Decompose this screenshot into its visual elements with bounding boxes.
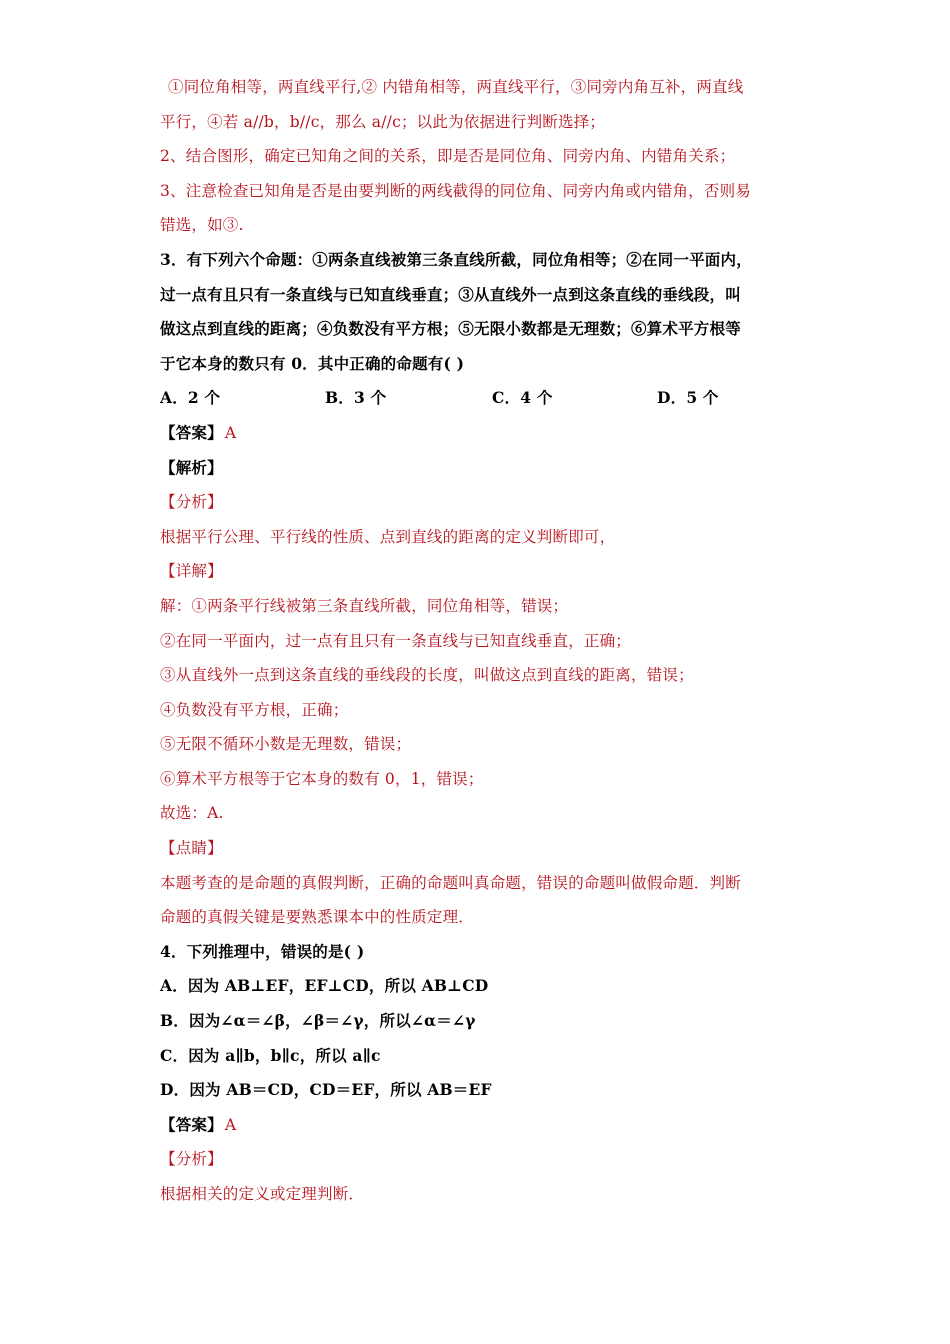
method-line: 平行，④若 a//b，b//c，那么 a//c；以此为依据进行判断选择； [160, 112, 606, 131]
fenxi-tag: 【分析】 [160, 1150, 223, 1169]
xiangjie-line: ④负数没有平方根，正确； [160, 700, 349, 719]
question-options [160, 381, 800, 416]
xiangjie-line: 故选：A. [160, 804, 224, 823]
option-a: A．2 个 [160, 388, 221, 408]
answer-tag: 【答案】 [160, 422, 223, 442]
fenxi-text: 根据相关的定义或定理判断． [160, 1185, 365, 1203]
option-d: D．因为 AB＝CD，CD＝EF，所以 AB＝EF [160, 1080, 492, 1100]
question-stem-line: 于它本身的数只有 0．其中正确的命题有( ) [160, 353, 465, 373]
xiangjie-line: ②在同一平面内，过一点有且只有一条直线与已知直线垂直，正确； [160, 631, 632, 650]
answer-row [160, 416, 800, 451]
answer-value: A [224, 423, 237, 442]
option-b: B．3 个 [325, 388, 387, 408]
question-3 [160, 243, 800, 935]
fenxi-tag: 【分析】 [160, 493, 223, 512]
question-stem-line: 4．下列推理中，错误的是( ) [160, 941, 365, 961]
option-c: C．4 个 [492, 388, 553, 408]
xiangjie-line: ⑤无限不循环小数是无理数，错误； [160, 735, 412, 754]
method-notes [160, 70, 800, 243]
option-d: D．5 个 [657, 388, 719, 408]
method-line: 2、结合图形，确定已知角之间的关系，即是否是同位角、同旁内角、内错角关系； [160, 147, 736, 166]
dianjing-line: 命题的真假关键是要熟悉课本中的性质定理． [160, 908, 475, 927]
answer-tag: 【答案】 [160, 1114, 223, 1134]
method-line: 3、注意检查已知角是否是由要判断的两线截得的同位角、同旁内角或内错角，否则易 [160, 181, 751, 200]
question-4 [160, 935, 800, 1212]
answer-row [160, 1108, 800, 1143]
method-line: 错选，如③. [160, 216, 244, 235]
xiangjie-tag: 【详解】 [160, 562, 223, 581]
analysis-tag: 【解析】 [160, 457, 223, 477]
fenxi-text: 根据平行公理、平行线的性质、点到直线的距离的定义判断即可， [160, 527, 616, 546]
dianjing-line: 本题考查的是命题的真假判断，正确的命题叫真命题，错误的命题叫做假命题．判断 [160, 873, 741, 892]
question-stem-line: 做这点到直线的距离；④负数没有平方根；⑤无限小数都是无理数；⑥算术平方根等 [160, 319, 741, 339]
answer-value: A [224, 1115, 237, 1134]
option-c: C．因为 a∥b，b∥c，所以 a∥c [160, 1045, 381, 1065]
dianjing-tag: 【点睛】 [160, 839, 223, 858]
option-a: A．因为 AB⊥EF，EF⊥CD，所以 AB⊥CD [160, 976, 489, 996]
document-page [160, 70, 800, 1212]
xiangjie-line: ⑥算术平方根等于它本身的数有 0，1，错误； [160, 769, 484, 788]
xiangjie-line: 解：①两条平行线被第三条直线所截，同位角相等，错误； [160, 596, 569, 615]
option-b: B．因为∠α＝∠β，∠β＝∠γ，所以∠α＝∠γ [160, 1011, 476, 1031]
method-line: ①同位角相等，两直线平行,② 内错角相等，两直线平行，③同旁内角互补，两直线 [168, 78, 744, 96]
xiangjie-line: ③从直线外一点到这条直线的垂线段的长度，叫做这点到直线的距离，错误； [160, 666, 694, 685]
question-stem-line: 过一点有且只有一条直线与已知直线垂直；③从直线外一点到这条直线的垂线段，叫 [160, 284, 741, 304]
question-stem-line: 3．有下列六个命题：①两条直线被第三条直线所截，同位角相等；②在同一平面内， [160, 249, 752, 269]
